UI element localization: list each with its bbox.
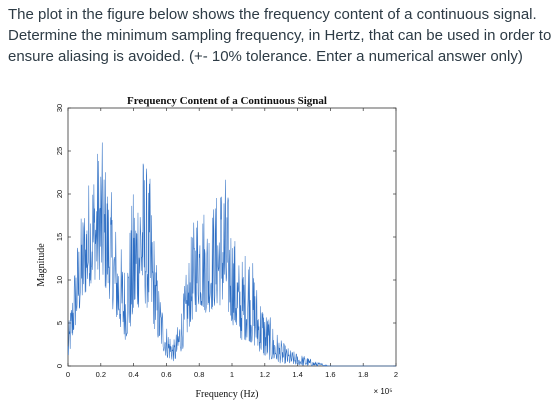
y-tick-label: 0 (55, 363, 64, 369)
x-tick-label: 0.4 (128, 370, 139, 379)
y-axis-label: Magnitude (36, 243, 47, 287)
x-tick-label: 0.2 (95, 370, 107, 379)
y-tick-label: 25 (55, 146, 64, 156)
y-tick-label: 20 (55, 189, 64, 199)
x-tick-label: 1 (229, 370, 235, 379)
x-tick-label: 1.4 (292, 370, 303, 379)
y-tick-label: 10 (55, 275, 64, 285)
x-axis-label: Frequency (Hz) (195, 389, 259, 400)
x-tick-label: 2 (393, 370, 399, 379)
y-tick-label: 5 (55, 320, 64, 326)
x-tick-label: 0.8 (193, 370, 205, 379)
x-tick-label: 1.8 (357, 370, 369, 379)
question-line-3: ensure aliasing is avoided. (+- 10% tolerance. Enter a numerical answer only) (8, 48, 523, 65)
x-tick-label: 1.6 (325, 370, 336, 379)
x-tick-label: 1.2 (259, 370, 271, 379)
x-axis-multiplier: × 10⁵ (373, 387, 393, 396)
spectrum-line (68, 142, 396, 366)
question-line-2: Determine the minimum sampling frequency, in Hertz, that can be used in order to (8, 27, 552, 44)
x-tick-label: 0 (65, 370, 71, 379)
question-line-1: The plot in the figure below shows the frequency content of a continuous signal. (8, 6, 537, 23)
y-tick-label: 30 (55, 103, 64, 113)
chart-title: Frequency Content of a Continuous Signal (127, 95, 327, 107)
plot-frame (68, 108, 396, 366)
x-tick-label: 0.6 (161, 370, 172, 379)
y-tick-label: 15 (55, 232, 64, 242)
